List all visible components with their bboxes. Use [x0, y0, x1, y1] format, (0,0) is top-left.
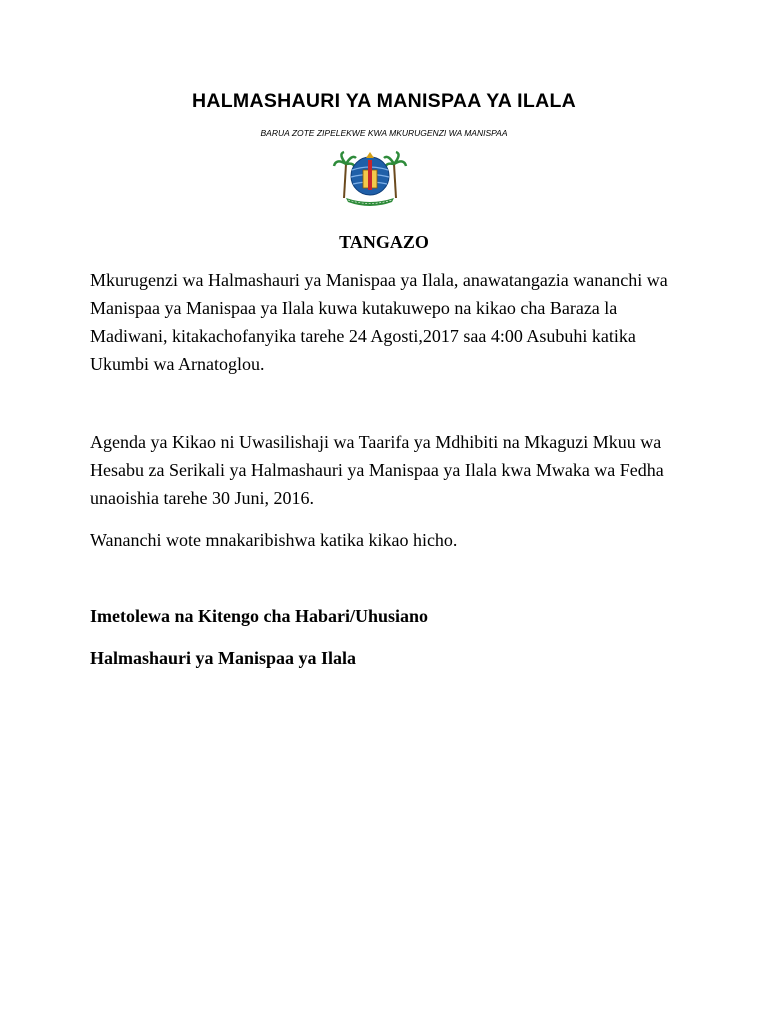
- issued-by-line: Imetolewa na Kitengo cha Habari/Uhusiano: [90, 606, 429, 626]
- notice-paragraph-agenda: Agenda ya Kikao ni Uwasilishaji wa Taarifa ya Mdhibiti na Mkaguzi Mkuu wa Hesabu za Serikali ya Halmashauri ya Manispaa ya Ilala kwa Mwaka wa Fedha unaoishia tarehe 30 Juni, 2016.: [90, 432, 664, 508]
- notice-heading: TANGAZO: [339, 232, 429, 252]
- organization-title: HALMASHAURI YA MANISPAA YA ILALA: [191, 90, 577, 112]
- council-signature-line: Halmashauri ya Manispaa ya Ilala: [90, 648, 357, 668]
- letterhead-subtitle: BARUA ZOTE ZIPELEKWE KWA MKURUGENZI WA MANISPAA: [260, 128, 508, 138]
- council-emblem-icon: [330, 144, 410, 208]
- notice-paragraph-invitation: Wananchi wote mnakaribishwa katika kikao hicho.: [90, 530, 458, 550]
- notice-paragraph-announcement: Mkurugenzi wa Halmashauri ya Manispaa ya Ilala, anawatangazia wananchi wa Manispaa ya Manispaa ya Ilala kuwa kutakuwepo na kikao cha Baraza la Madiwani, kitakachofanyika tarehe 24 Agosti,2017 saa 4:00 Asubuhi katika Ukumbi wa Arnatoglou.: [90, 270, 668, 374]
